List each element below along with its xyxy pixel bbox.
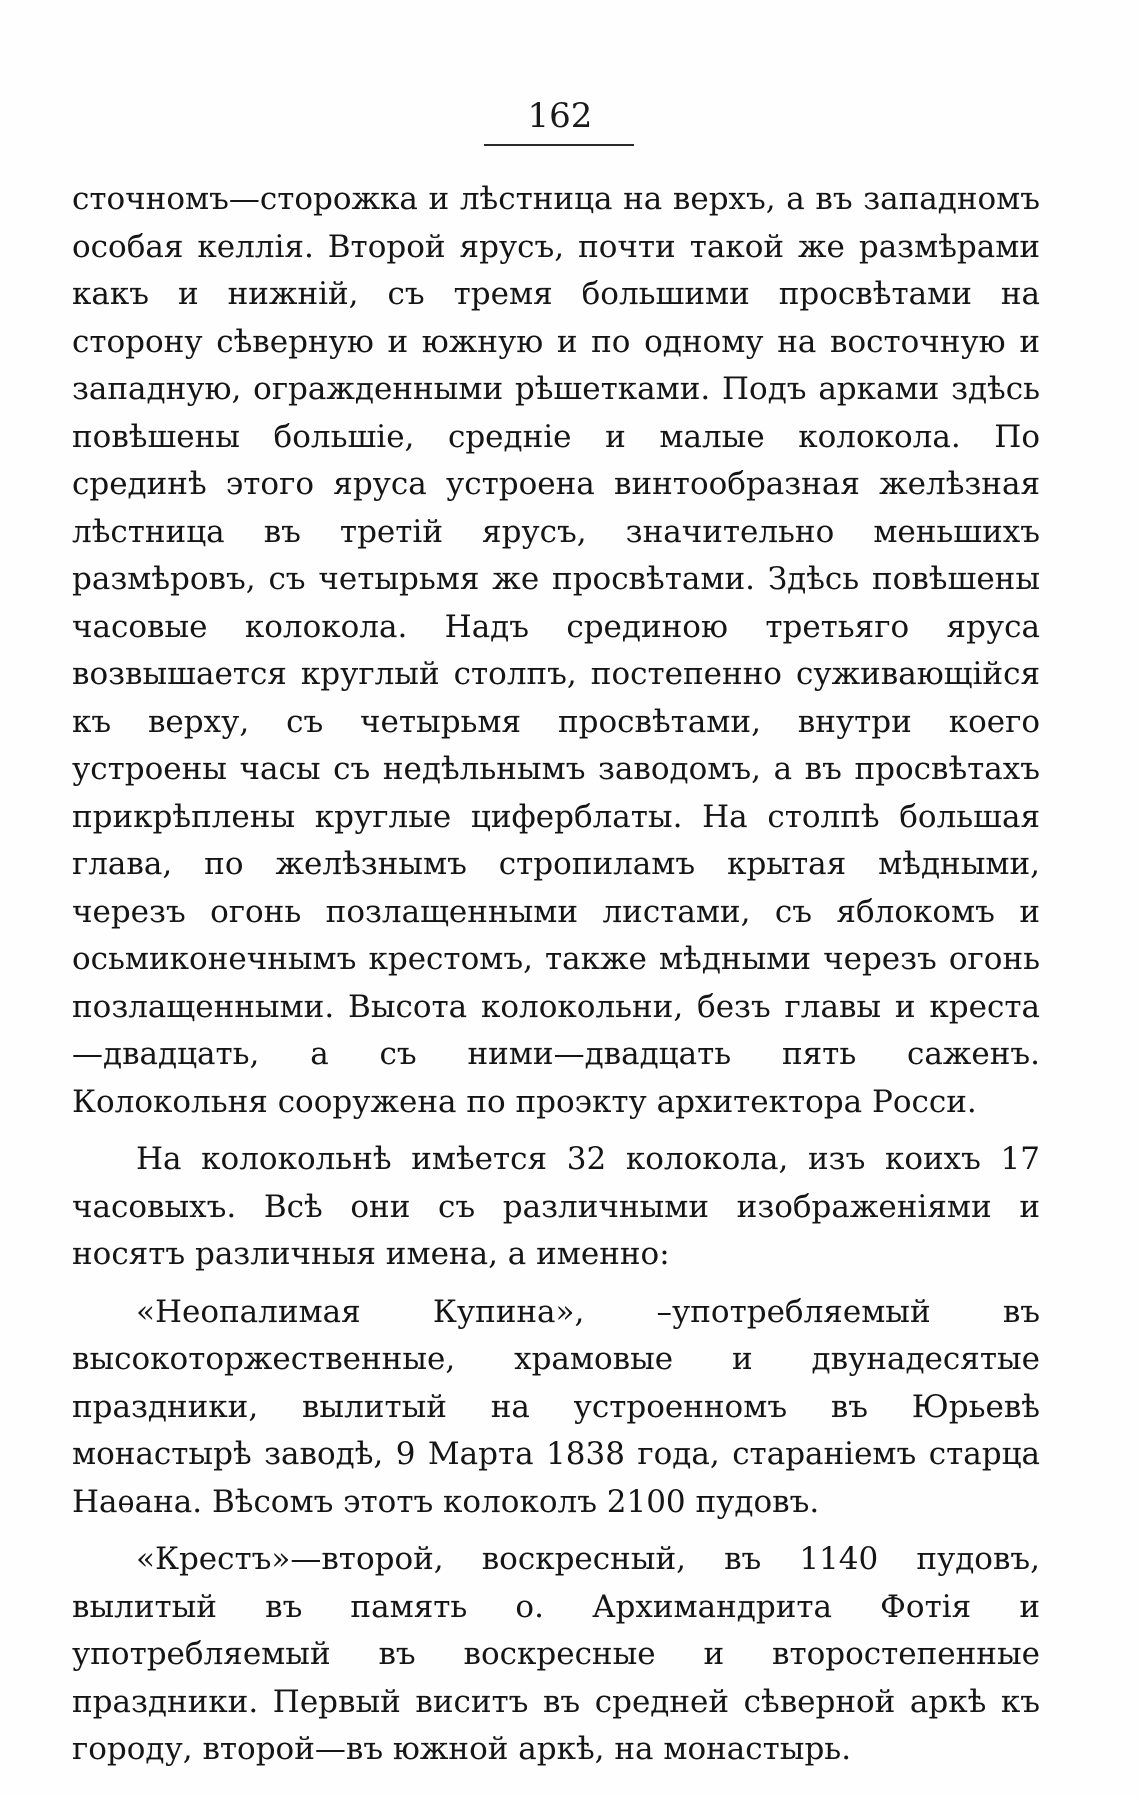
body-text — [72, 176, 1040, 1774]
page-number-underline — [484, 144, 634, 146]
paragraph-bell-neopalimaya-kupina: «Неопалимая Купина», –употребляемый въ высокоторжественные, храмовые и двунадесятые праздники, вылитый на устроенномъ въ Юрьевѣ монастырѣ заводѣ, 9 Марта 1838 года, стараніемъ старца Наѳана. Вѣсомъ этотъ колоколъ 2100 пудовъ. — [72, 1293, 1040, 1520]
paragraph-bells-count: На колокольнѣ имѣется 32 колокола, изъ коихъ 17 часовыхъ. Всѣ они съ различными изображеніями и носятъ различныя имена, а именно: — [72, 1141, 1040, 1272]
paragraph-bell-krest: «Крестъ»—второй, воскресный, въ 1140 пудовъ, вылитый въ память о. Архимандрита Фотія и употребляемый въ воскресные и второстепенные праздники. Первый виситъ въ средней сѣверной аркѣ къ городу, второй—въ южной аркѣ, на монастырь. — [72, 1541, 1040, 1767]
paragraph-continuation: сточномъ—сторожка и лѣстница на верхъ, а въ западномъ особая келлія. Второй ярусъ, почти такой же размѣрами какъ и нижній, съ тремя большими просвѣтами на сторону сѣверную и южную и по одному на восточную и западную, огражденными рѣшетками. Подъ арками здѣсь повѣшены большіе, средніе и малые колокола. По срединѣ этого яруса устроена винтообразная желѣзная лѣстница въ третій ярусъ, значительно меньшихъ размѣровъ, съ четырьмя же просвѣтами. Здѣсь повѣшены часовые колокола. Надъ срединою третьяго яруса возвышается круглый столпъ, постепенно суживающійся къ верху, съ четырьмя просвѣтами, внутри коего устроены часы съ недѣльнымъ заводомъ, а въ просвѣтахъ прикрѣплены круглые циферблаты. На столпѣ большая глава, по желѣзнымъ стропиламъ крытая мѣдными, черезъ огонь позлащенными листами, съ яблокомъ и осьмиконечнымъ крестомъ, также мѣдными черезъ огонь позлащенными. Высота колокольни, безъ главы и креста—двадцать, а съ ними—двадцать пять саженъ. Колокольня сооружена по проэкту архитектора Росси. — [72, 181, 1040, 1120]
page-number: 162 — [527, 96, 593, 136]
